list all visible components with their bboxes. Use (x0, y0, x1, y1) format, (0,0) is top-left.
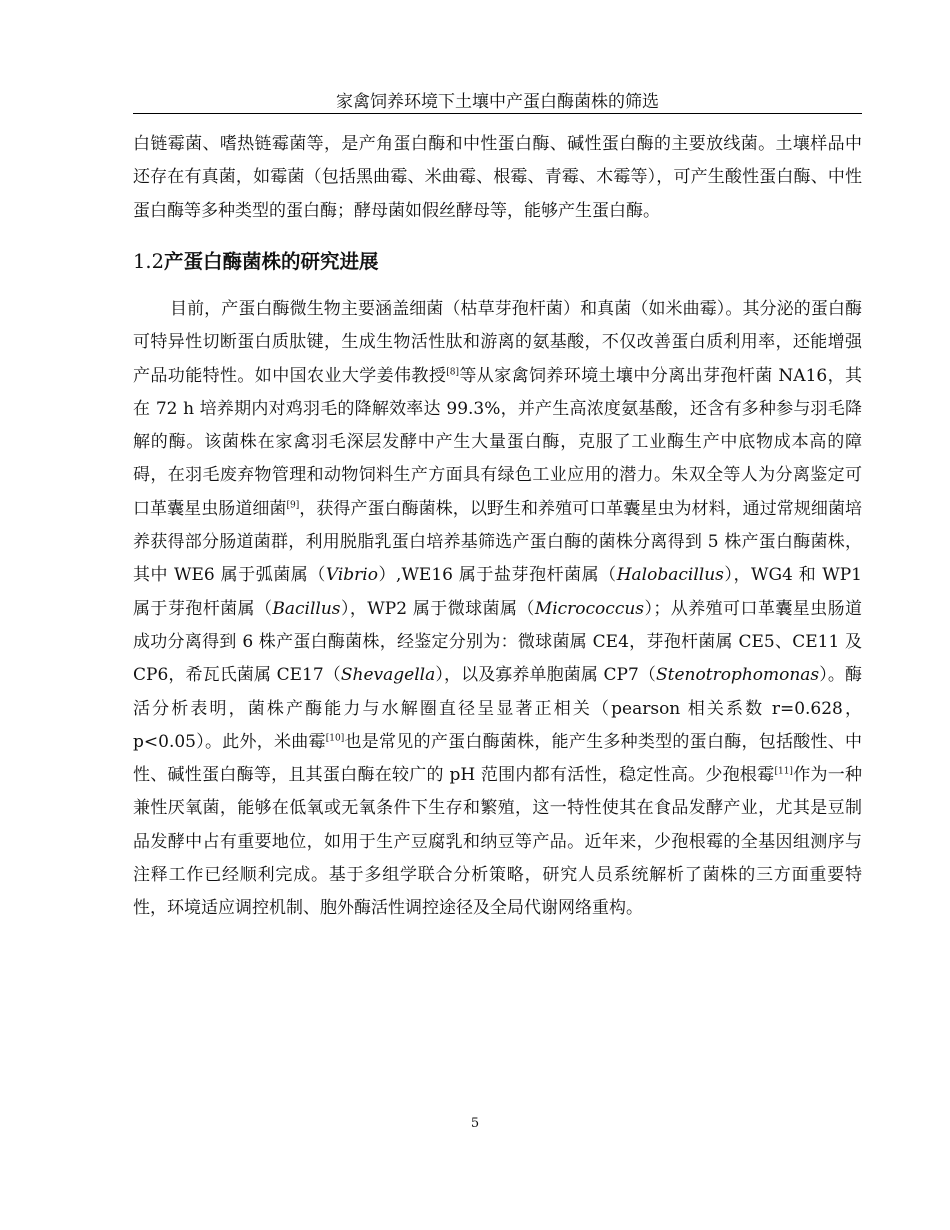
citation-ref: [11] (774, 766, 793, 777)
citation-ref: [8] (446, 366, 459, 377)
genus-name: Bacillus (272, 598, 341, 619)
citation-ref: [9] (286, 500, 300, 511)
text-run: ），WP2 属于微球菌属（ (340, 598, 535, 619)
genus-name: Stenotrophomonas (656, 665, 820, 686)
genus-name: Shevagella (340, 665, 436, 686)
text-run: 等从家禽饲养环境土壤中分离出芽孢杆菌 NA16，其在 72 h 培养期内对鸡羽毛的降解效率达 99.3%，并产生高浓度氨基酸，还含有多种参与羽毛降解的酶。该菌株在家禽羽毛深层发酵中产生大量蛋白酶，克服了工业酶生产中底物成本高的障碍，在羽毛废弃物管理和动物饲料生产方面具有绿色工业应用的潜力。朱双全等人为分离鉴定可口革囊星虫肠道细菌 (133, 365, 863, 519)
text-run: ）,WE16 属于盐芽孢杆菌属（ (377, 565, 617, 586)
genus-name: Vibrio (325, 565, 378, 586)
text-run: 也是常见的产蛋白酶菌株，能产生多种类型的蛋白酶，包括酸性、中性、碱性蛋白酶等，且其蛋白酶在较广的 pH 范围内都有活性，稳定性高。少孢根霉 (133, 731, 862, 786)
section-number: 1.2 (133, 250, 165, 273)
text-run: ）。酶活分析表明，菌株产酶能力与水解圈直径呈显著正相关（pearson 相关系数 r=0.628，p<0.05）。此外，米曲霉 (133, 665, 863, 752)
section-heading (133, 248, 379, 276)
text-run: 目前，产蛋白酶微生物主要涵盖细菌（枯草芽孢杆菌）和真菌（如米曲霉）。其分泌的蛋白酶可特异性切断蛋白质肽键，生成生物活性肽和游离的氨基酸，不仅改善蛋白质利用率，还能增强产品功能特性。如中国农业大学姜伟教授 (133, 299, 862, 386)
text-run: 作为一种兼性厌氧菌，能够在低氧或无氧条件下生存和繁殖，这一特性使其在食品发酵产业，尤其是豆制品发酵中占有重要地位，如用于生产豆腐乳和纳豆等产品。近年来，少孢根霉的全基因组测序与注释工作已经顺利完成。基于多组学联合分析策略，研究人员系统解析了菌株的三方面重要特性，环境适应调控机制、胞外酶活性调控途径及全局代谢网络重构。 (133, 765, 863, 919)
genus-name: Micrococcus (534, 598, 645, 619)
paragraph-intro: 白链霉菌、嗜热链霉菌等，是产角蛋白酶和中性蛋白酶、碱性蛋白酶的主要放线菌。土壤样品中还存在有真菌，如霉菌（包括黑曲霉、米曲霉、根霉、青霉、木霉等），可产生酸性蛋白酶、中性蛋白酶等多种类型的蛋白酶；酵母菌如假丝酵母等，能够产生蛋白酶。 (133, 134, 862, 221)
genus-name: Halobacillus (616, 565, 724, 586)
paragraph-research-progress (133, 293, 862, 926)
header-rule (133, 113, 862, 114)
text-run: ，获得产蛋白酶菌株，以野生和养殖可口革囊星虫为材料，通过常规细菌培养获得部分肠道菌群，利用脱脂乳蛋白培养基筛选产蛋白酶的菌株分离得到 5 株产蛋白酶菌株，其中 WE6 属于弧菌属（ (133, 498, 863, 586)
text-run: ），WG4 和 WP1 属于芽孢杆菌属（ (133, 565, 862, 619)
text-run: ）；从养殖可口革囊星虫肠道成功分离得到 6 株产蛋白酶菌株，经鉴定分别为：微球菌属 CE4，芽孢杆菌属 CE5、CE11 及 CP6，希瓦氏菌属 CE17（ (133, 598, 863, 686)
text-run: ），以及寡养单胞菌属 CP7（ (435, 665, 657, 686)
running-header: 家禽饲养环境下土壤中产蛋白酶菌株的筛选 (336, 92, 659, 112)
section-title: 产蛋白酶菌株的研究进展 (164, 250, 379, 273)
citation-ref: [10] (325, 733, 345, 744)
page-number: 5 (470, 1116, 480, 1131)
